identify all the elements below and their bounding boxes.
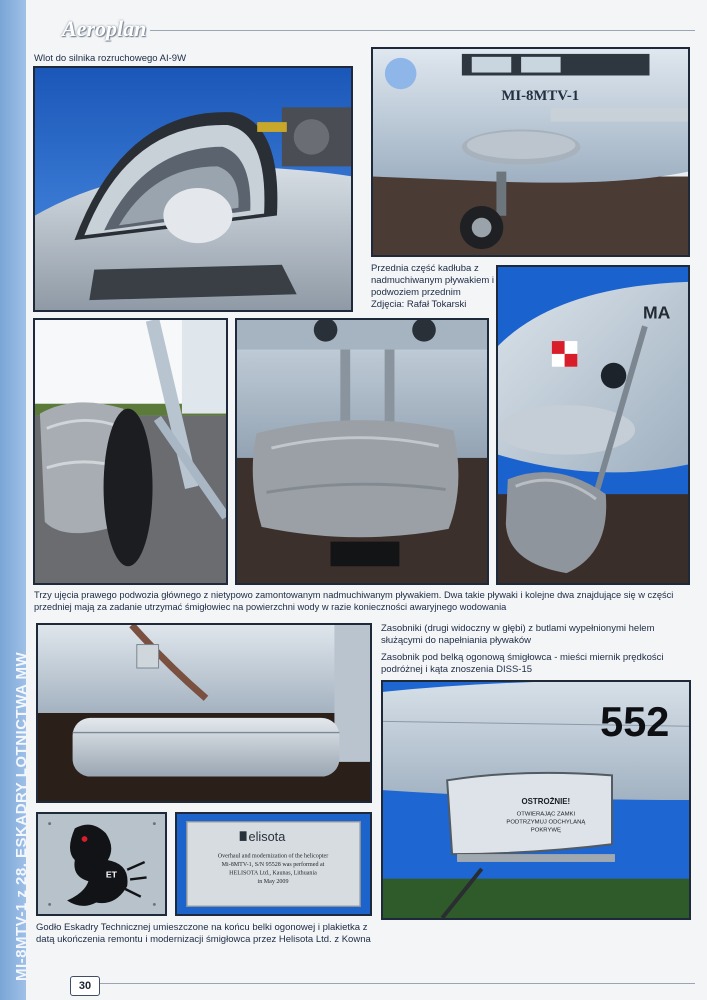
- warning-line1-text: OTWIERAJĄC ZAMKI: [516, 811, 576, 818]
- photo-helisota-plaque: [175, 812, 372, 916]
- caption-front-fuselage: [371, 263, 495, 311]
- page-number: 30: [70, 976, 100, 996]
- magazine-logo: [62, 16, 152, 42]
- caption-emblem-plaque: Godło Eskadry Technicznej umieszczone na końcu belki ogonowej i plakietka z datą ukończenia remontu i modernizacji śmigłowca przez Helisota Ltd. z Kowna: [36, 922, 371, 945]
- photo-gear-right: [496, 265, 690, 585]
- caption-main-gear: Trzy ujęcia prawego podwozia głównego z nietypowo zamontowanym nadmuchiwanym pływakiem. Dwa takie pływaki i kolejne dwa znajdujące się w części przedniej mają za zadanie utrzymać śmigłowiec na powierzchni wody w razie konieczności awaryjnego wodowania: [34, 590, 674, 612]
- caption-tail-boom-container: Zasobnik pod belką ogonową śmigłowca - mieści miernik prędkości podróżnej i kąta znoszenia DISS-15: [381, 652, 664, 675]
- badge-letters-text: ET: [105, 869, 118, 880]
- side-number-text: 552: [600, 699, 670, 746]
- spine-bar: [0, 0, 30, 1000]
- footer-rule: [100, 983, 695, 984]
- plaque-line4-text: in May 2009: [257, 879, 289, 886]
- spine-title: MI-8MTV-1 z 28. ESKADRY LOTNICTWA MW: [13, 651, 30, 981]
- caption-engine-intake: Wlot do silnika rozruchowego AI-9W: [34, 53, 187, 64]
- warning-title-text: OSTROŻNIE!: [521, 796, 571, 806]
- caption-front-fuselage-text: Przednia część kadłuba z nadmuchiwanym pływakiem i podwoziem przednim: [371, 263, 495, 298]
- photo-front-fuselage: [371, 47, 690, 257]
- logo-text: Aeroplan: [62, 16, 147, 41]
- plaque-line1-text: Overhaul and modernization of the helicopter: [217, 853, 329, 860]
- fuselage-partial-text: MA: [642, 302, 671, 323]
- caption-photo-credit: Zdjęcia: Rafał Tokarski: [371, 299, 467, 310]
- photo-containers: [36, 623, 372, 803]
- header-rule: [150, 30, 695, 31]
- photo-engine-intake: [33, 66, 353, 312]
- plaque-line2-text: Mi-8MTV-1, S/N 95528 was performed at: [221, 861, 325, 868]
- photo-squadron-emblem: [36, 812, 167, 916]
- caption-containers: Zasobniki (drugi widoczny w głębi) z butlami wypełnionymi helem służącymi do napełniania pływaków: [381, 623, 655, 646]
- photo-tail-boom-container: [381, 680, 691, 920]
- photo-gear-center: [235, 318, 489, 585]
- plaque-brand-text: elisota: [248, 830, 286, 844]
- photo-gear-left: [33, 318, 228, 585]
- fuselage-code-text: MI-8MTV-1: [501, 88, 580, 104]
- plaque-line3-text: HELISOTA Ltd., Kaunas, Lithuania: [229, 870, 317, 877]
- warning-line2-text: PODTRZYMUJ ODCHYLANĄ: [506, 819, 586, 826]
- warning-line3-text: POKRYWĘ: [530, 827, 561, 834]
